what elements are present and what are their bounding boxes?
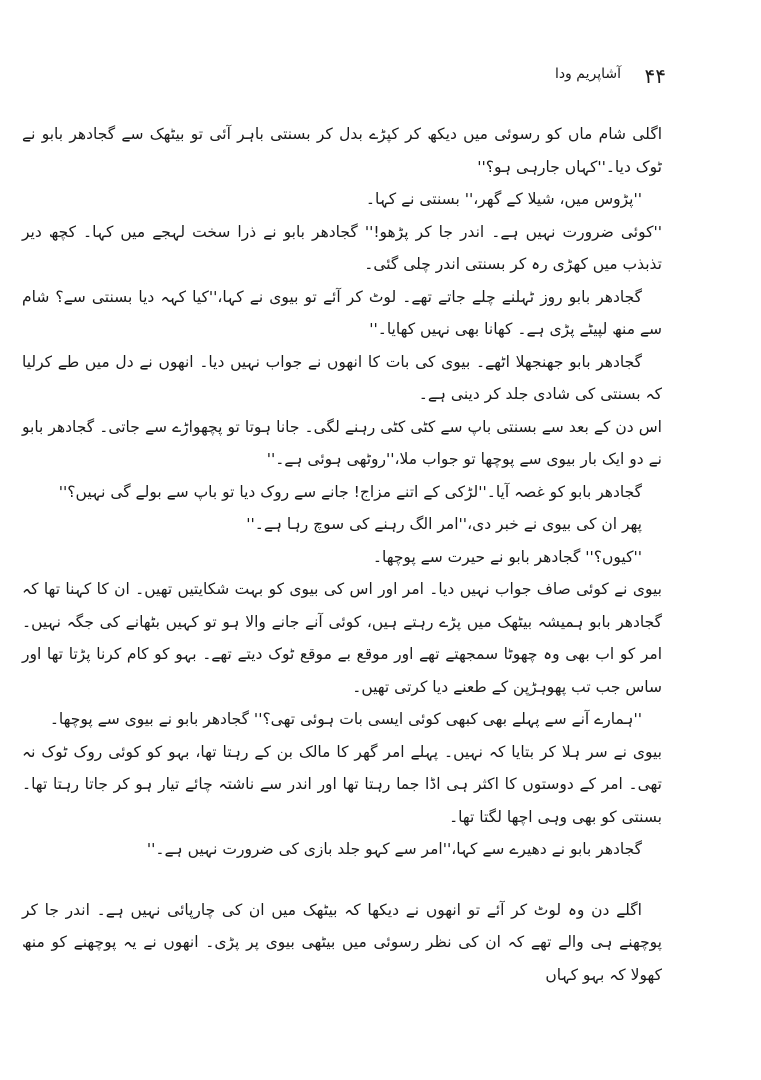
paragraph-3: ''کوئی ضرورت نہیں ہے۔ اندر جا کر پڑھو!'' گجادھر بابو نے ذرا سخت لہجے میں کہا۔ کچھ دیر تذبذب میں کھڑی رہ کر بسنتی اندر چلی گئی۔ <box>22 222 662 273</box>
paragraph-1: اگلی شام ماں کو رسوئی میں دیکھ کر کپڑے بدل کر بسنتی باہر آئی تو بیٹھک سے گجادھر بابو نے ٹوک دیا۔''کہاں جارہی ہو؟'' <box>22 125 662 176</box>
paragraph-11: ''ہمارے آنے سے پہلے بھی کبھی کوئی ایسی بات ہوئی تھی؟'' گجادھر بابو نے بیوی سے پوچھا۔ <box>49 710 642 728</box>
paragraph-9: ''کیوں؟'' گجادھر بابو نے حیرت سے پوچھا۔ <box>372 547 642 566</box>
page-header <box>0 58 761 88</box>
paragraph-2: ''پڑوس میں، شیلا کے گھر،'' بسنتی نے کہا۔ <box>365 190 642 208</box>
paragraph-6: اس دن کے بعد سے بسنتی باپ سے کٹی کٹی رہنے لگی۔ جانا ہوتا تو پچھواڑے سے جاتی۔ گجادھر بابو نے دو ایک بار بیوی سے پوچھا تو جواب ملا،''روٹھی ہوئی ہے۔'' <box>22 417 662 468</box>
page-number: ۴۴ <box>644 64 666 88</box>
paragraph-4: گجادھر بابو روز ٹہلنے چلے جاتے تھے۔ لوٹ کر آئے تو بیوی نے کہا،''کیا کہہ دیا بسنتی سے؟ شام سے منھ لپیٹے پڑی ہے۔ کھانا بھی نہیں کھایا۔'' <box>22 287 662 338</box>
paragraph-12: بیوی نے سر ہلا کر بتایا کہ نہیں۔ پہلے امر گھر کا مالک بن کے رہتا تھا، بہو کو کوئی روک ٹوک نہ تھی۔ امر کے دوستوں کا اکثر ہی اڈا جما رہتا تھا اور اندر سے ناشتہ چائے تیار ہو کر جاتا رہتا تھا۔ بسنتی کو بھی وہی اچھا لگتا تھا۔ <box>22 742 662 826</box>
story-text <box>22 118 662 991</box>
paragraph-8: پھر ان کی بیوی نے خبر دی،''امر الگ رہنے کی سوچ رہا ہے۔'' <box>246 515 642 533</box>
paragraph-5: گجادھر بابو جھنجھلا اٹھے۔ بیوی کی بات کا انھوں نے جواب نہیں دیا۔ انھوں نے دل میں طے کرلیا کہ بسنتی کی شادی جلد کر دینی ہے۔ <box>22 352 662 403</box>
running-title: آشاپریم ودا <box>554 66 621 82</box>
paragraph-10: بیوی نے کوئی صاف جواب نہیں دیا۔ امر اور اس کی بیوی کو بہت شکایتیں تھیں۔ ان کا کہنا تھا کہ گجادھر بابو ہمیشہ بیٹھک میں پڑے رہتے ہیں، کوئی آنے جانے والا ہو تو کہیں بٹھانے کی جگہ نہیں۔ امر کو اب بھی وہ چھوٹا سمجھتے تھے اور موقع بے موقع ٹوک دیتے تھے۔ بہو کو کام کرنا پڑتا تھا اور ساس جب تب پھوہڑپن کے طعنے دیا کرتی تھیں۔ <box>22 580 662 696</box>
paragraph-13: گجادھر بابو نے دھیرے سے کہا،''امر سے کہو جلد بازی کی ضرورت نہیں ہے۔'' <box>146 840 642 858</box>
paragraph-14: اگلے دن وہ لوٹ کر آئے تو انھوں نے دیکھا کہ بیٹھک میں ان کی چارپائی نہیں ہے۔ اندر جا کر پوچھنے ہی والے تھے کہ ان کی نظر رسوئی میں بیٹھی بیوی پر پڑی۔ انھوں نے یہ پوچھنے کو منھ کھولا کہ بہو کہاں <box>22 900 662 984</box>
section-gap <box>22 866 662 894</box>
paragraph-7: گجادھر بابو کو غصہ آیا۔''لڑکی کے اتنے مزاج! جانے سے روک دیا تو باپ سے بولے گی نہیں؟'' <box>58 482 642 501</box>
